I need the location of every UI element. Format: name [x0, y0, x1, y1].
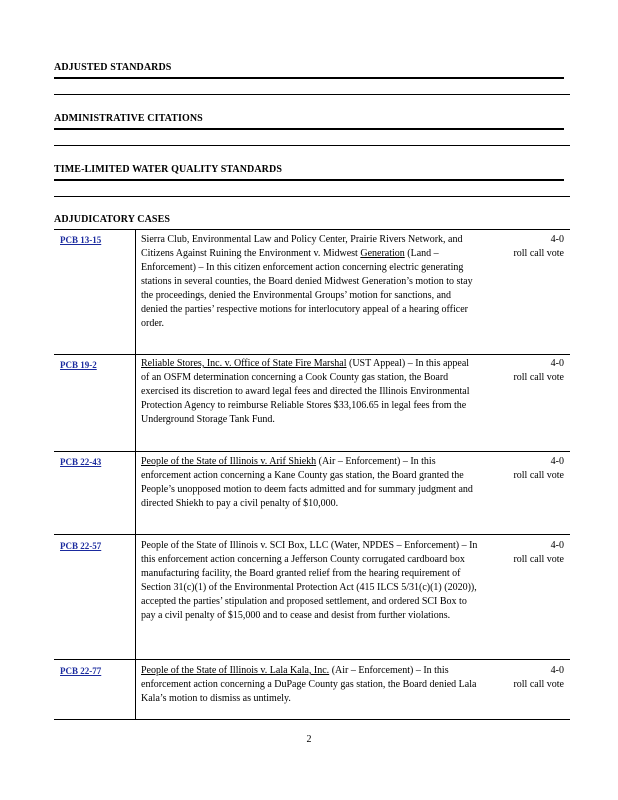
case-title-underlined: People of the State of Illinois v. Arif Shiekh [141, 456, 317, 467]
page-number: 2 [306, 734, 312, 745]
rule-administrative-citations [54, 128, 564, 130]
vote-tally [496, 357, 564, 385]
vote-count: 4-0 [550, 665, 564, 676]
heading-adjusted-standards: ADJUSTED STANDARDS [54, 62, 172, 73]
rule-divider [54, 145, 570, 146]
case-body: – In this enforcement action concerning a DuPage County gas station, the Board denied Lala Kala’s motion to dismiss as untimely. [141, 665, 477, 704]
table-row-rule [54, 659, 570, 660]
table-top-rule [54, 229, 570, 230]
case-body: – In this appeal of an OSFM determination concerning a Cook County gas station, the Board exercised its discretion to award legal fees and directed the Illinois Environmental Protection Agency to reimburse Reliable Stores $33,106.65 in legal fees from the Underground Storage Tank Fund. [141, 358, 470, 425]
case-description [141, 664, 479, 706]
table-bottom-rule [54, 719, 570, 720]
table-row-rule [54, 534, 570, 535]
vote-type: roll call vote [513, 248, 564, 259]
case-title-underlined: People of the State of Illinois v. Lala Kala, Inc. [141, 665, 330, 676]
case-body: – In this enforcement action concerning a Jefferson County corrugated cardboard box manufacturing facility, the Board granted relief from the hearing requirement of Section 31(c)(1) of the Environmental Protection Act (415 ILCS 5/31(c)(1) (2020)), accepted the parties’ stipulation and proposed settlement, and ordered SCI Box to pay a civil penalty of $15,000 and to cease and desist from further violations. [141, 540, 478, 621]
case-title-rest: (UST Appeal) [346, 358, 406, 369]
rule-time-limited [54, 179, 564, 181]
case-link[interactable]: PCB 22-43 [60, 457, 102, 467]
vote-count: 4-0 [550, 234, 564, 245]
heading-adjudicatory-cases: ADJUDICATORY CASES [54, 214, 171, 225]
vote-type: roll call vote [513, 470, 564, 481]
vote-count: 4-0 [550, 456, 564, 467]
heading-time-limited-standards: TIME-LIMITED WATER QUALITY STANDARDS [54, 164, 282, 175]
vote-count: 4-0 [550, 540, 564, 551]
table-row-rule [54, 451, 570, 452]
table-row-rule [54, 354, 570, 355]
vote-type: roll call vote [513, 372, 564, 383]
vote-tally [496, 664, 564, 692]
case-title-underlined: Generation [360, 248, 405, 259]
case-link[interactable]: PCB 13-15 [60, 235, 102, 245]
case-title-rest: (Land – Enforcement) [141, 248, 439, 273]
case-title: Sierra Club, Environmental Law and Policy Center, Prairie Rivers Network, and Citizens Against Ruining the Environment v. Midwest [141, 234, 463, 259]
vote-tally [496, 539, 564, 567]
case-title-rest: People of the State of Illinois v. SCI Box, LLC (Water, NPDES – Enforcement) [141, 540, 460, 551]
rule-divider [54, 94, 570, 95]
vote-count: 4-0 [550, 358, 564, 369]
case-title-rest: (Air – Enforcement) [329, 665, 414, 676]
case-title-underlined: Reliable Stores, Inc. v. Office of State Fire Marshal [141, 358, 347, 369]
rule-adjusted-standards [54, 77, 564, 79]
case-description [141, 455, 479, 511]
vote-type: roll call vote [513, 554, 564, 565]
case-link[interactable]: PCB 22-77 [60, 666, 102, 676]
case-title-rest: (Air – Enforcement) [316, 456, 401, 467]
case-description [141, 357, 479, 427]
heading-administrative-citations: ADMINISTRATIVE CITATIONS [54, 113, 203, 124]
rule-divider [54, 196, 570, 197]
case-link[interactable]: PCB 22-57 [60, 541, 102, 551]
vote-type: roll call vote [513, 679, 564, 690]
case-body: – In this citizen enforcement action concerning electric generating stations in several counties, the Board denied Midwest Generation’s motion to stay the proceedings, denied the Environmental Groups’ motion for sanctions, and denied the parties’ respective motions for interlocutory appeal of a hearing officer order. [141, 262, 473, 329]
case-body: – In this enforcement action concerning a Kane County gas station, the Board granted the People’s unopposed motion to deem facts admitted and for summary judgment and directed Shiekh to pay a civil penalty of $10,000. [141, 456, 473, 509]
vote-tally [496, 455, 564, 483]
case-link[interactable]: PCB 19-2 [60, 360, 97, 370]
case-description [141, 539, 479, 623]
case-description [141, 233, 479, 331]
table-column-divider [135, 230, 136, 720]
vote-tally [496, 233, 564, 261]
